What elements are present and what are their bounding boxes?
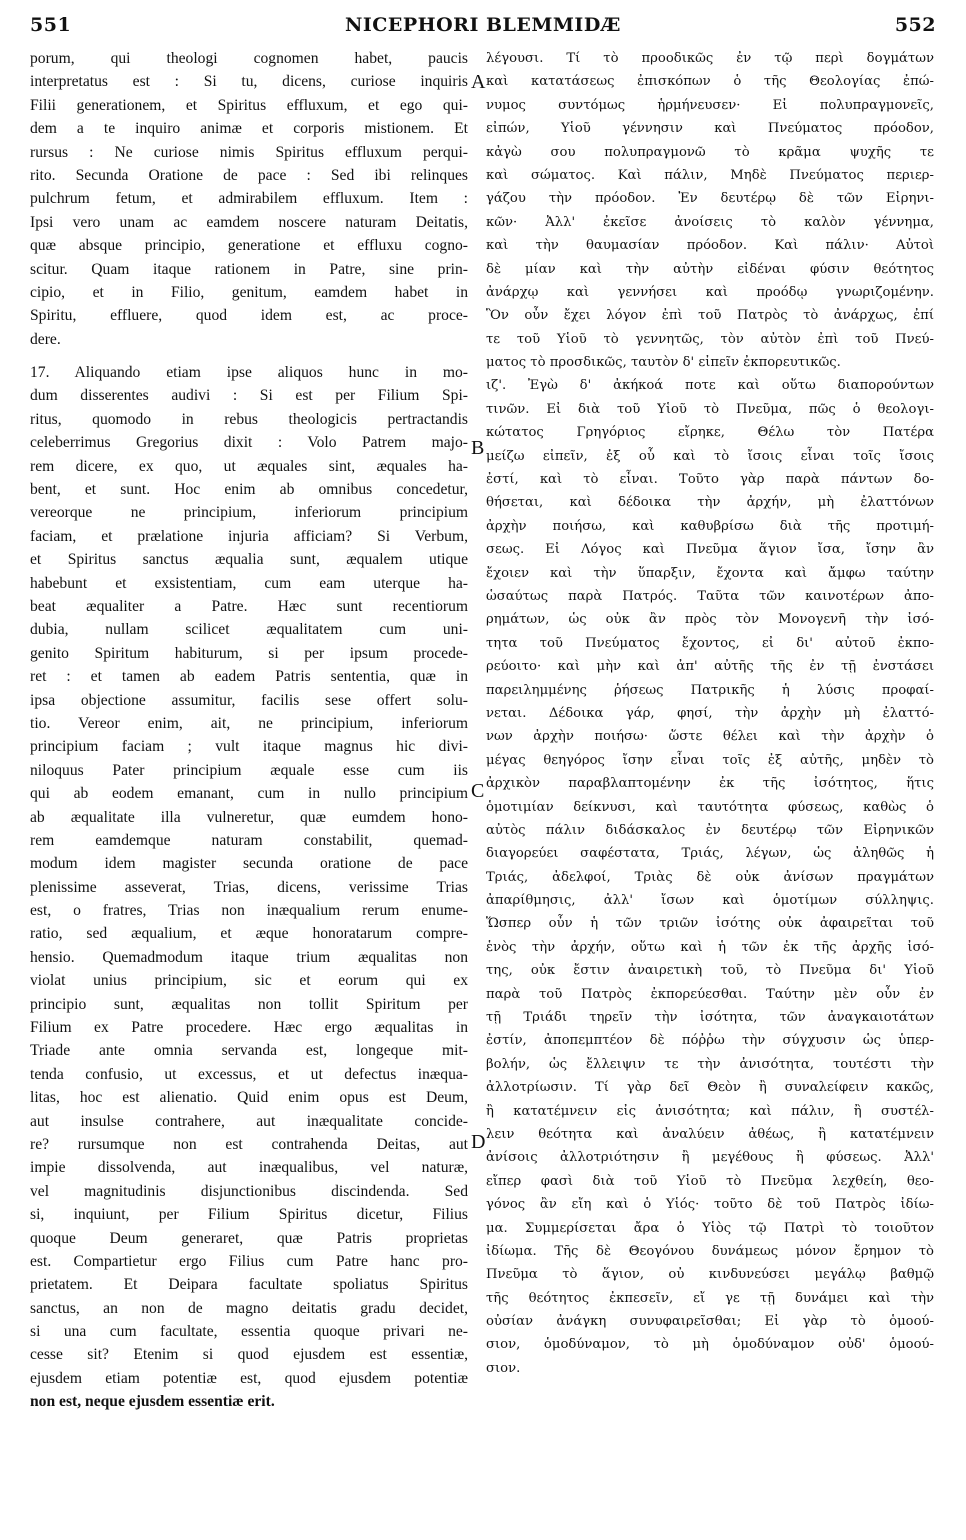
greek-text-line: ἀνίσοις ἀλλοτριότησιν ἢ μεγέθους ἢ φύσεως. Ἀλλ': [486, 1150, 934, 1166]
latin-column: [30, 47, 468, 1414]
greek-text-line: Πνεῦμα τὸ ἅγιον, οὐ κινδυνεύσει μεγάλῳ βαθμῷ: [486, 1267, 934, 1283]
greek-text-line: της, οὐκ ἔστιν ἀναιρετικὴ τοῦ, τὸ Πνεῦμα δι' Υἱοῦ: [486, 963, 934, 979]
greek-text-line: καὶ τὴν θαυμασίαν πρόοδον. Καὶ πάλιν· Αὐτοὶ: [486, 238, 934, 254]
latin-text-line: quoque Deum generaret, quæ Patris proprietas: [30, 1229, 468, 1247]
latin-text-line: rito. Secunda Oratione de pace : Sed ibi relinques: [30, 166, 468, 184]
latin-text-line: ejusdem etiam potentiæ est, quod ejusdem potentiæ: [30, 1369, 468, 1387]
greek-text-line: δὲ μίαν καὶ τὴν αὐτὴν εἰδέναι φύσιν θεότητος: [486, 261, 934, 277]
latin-text-line: principium faciam ; vult itaque magnus hic divi-: [30, 738, 468, 756]
greek-text-line: σιον.: [486, 1360, 521, 1376]
latin-text-line: ipsa objectione assumitur, facilis sese offert solu-: [30, 691, 468, 709]
latin-text-line: non est, neque ejusdem essentiæ erit.: [30, 1393, 275, 1411]
latin-text-line: ratio, sed æqualium, et æque honoratarum compre-: [30, 925, 468, 943]
greek-text-line: καὶ σώματος. Καὶ πάλιν, Μηδὲ Πνεύματος περιερ-: [486, 167, 934, 183]
latin-text-line: tenda confusio, ut excessus, et ut defectus inæqua-: [30, 1065, 468, 1083]
latin-text-line: modum idem magister secunda oratione de pace: [30, 855, 468, 873]
greek-text-line: κἀγὼ σου πολυπραγμονῶ τὸ κρᾶμα ψυχῆς τε: [486, 144, 934, 160]
greek-text-line: θήσεται, καὶ δέδοικα τὴν ἀρχήν, μὴ ἐλαττόνων: [486, 495, 934, 511]
latin-text-line: cipio, et in Filio, genitum, eamdem habet in: [30, 283, 468, 301]
greek-text-line: μα. Συμμερίσεται ἄρα ὁ Υἱὸς τῷ Πατρὶ τὸ τοιοῦτον: [486, 1220, 934, 1236]
latin-text-line: Spiritu, effluere, quod idem est, ac proce-: [30, 307, 468, 325]
greek-text-line: γάζου τὴν πρόοδον. Ἐν δευτέρῳ δὲ τῶν Εἰρηνι-: [486, 191, 934, 207]
margin-marker-c: C: [471, 780, 485, 802]
latin-text-line: Ipsi vero unam ac eamdem noscere naturam Deitatis,: [30, 213, 468, 231]
greek-text-line: τῇ Τριάδι τηρεῖν τὴν ἰσότητα, τῶν ἀναγκαιοτάτων: [486, 1010, 934, 1026]
page-header: [30, 14, 936, 40]
greek-text-line: σεως. Εἰ Λόγος καὶ Πνεῦμα ἅγιον ἴσα, ἴσην ἂν: [486, 542, 934, 558]
greek-text-line: ἀρχὴν ποιήσω, καὶ καθυβρίσω διὰ τῆς προτιμή-: [486, 518, 934, 534]
greek-text-line: κῶν· Ἀλλ' ἐκεῖσε ἀνοίσεις τὸ καλὸν γέννημα,: [486, 214, 934, 230]
latin-text-line: vel magnitudinis disjunctionibus discindenda. Sed: [30, 1182, 468, 1200]
greek-text-line: βολήν, ὡς ἔλλειψιν τε τὴν ἀνισότητα, τουτέστι τὴν: [486, 1056, 934, 1072]
greek-text-line: ἀρχικὸν παραβλαπτομένην ἐκ τῆς ἰσότητος, ἥτις: [486, 776, 934, 792]
greek-text-line: γόνος ἂν εἴη καὶ ὁ Υἱός· τοῦτο δὲ τοῦ Πατρὸς ἰδίω-: [486, 1197, 934, 1213]
greek-text-line: ὡσαύτως παρὰ Πατρός. Ταῦτα τῶν καινοτέρων ἀπο-: [486, 588, 934, 604]
greek-text-line: ἔχοιεν καὶ τὴν ὕπαρξιν, ἔχοντα καὶ ἄμφω ταύτην: [486, 565, 934, 581]
latin-text-line: si, inquiunt, per Filium Spiritus dicetur, Filius: [30, 1206, 468, 1224]
greek-text-line: τῆς θεότητος ἐκπεσεῖν, εἴ γε τῇ δυνάμει καὶ τὴν: [486, 1290, 934, 1306]
greek-text-line: τητα τοῦ Πνεύματος ἔχοντος, εἰ δι' αὐτοῦ ἐκπο-: [486, 635, 934, 651]
greek-text-line: ματος τὸ προσδικῶς, ταυτὸν δ' εἰπεῖν ἐκπορευτικῶς.: [486, 355, 841, 371]
latin-text-line: Filii generationem, et Spiritus effluxum, et ego qui-: [30, 96, 468, 114]
latin-text-line: ritus, quomodo in rebus theologicis pertractandis: [30, 410, 468, 428]
greek-text-line: νυμος συντόμως ἡρμήνευσεν· Εἰ πολυπραγμονεῖς,: [486, 97, 934, 113]
latin-text-line: 17. Aliquando etiam ipse aliquos hunc in mo-: [30, 364, 468, 382]
latin-text-line: Filium ex Patre procedere. Hæc ergo æqualitas in: [30, 1019, 468, 1037]
greek-text-line: σιον, ὁμοδύναμον, τὸ μὴ ὁμοδύναμον οὐδ' ὁμοού-: [486, 1337, 934, 1353]
greek-text-line: μέγας θεηγόρος ἴσην εἶναι τοῖς ἐξ αὐτῆς, μηδὲν τὸ: [486, 752, 934, 768]
latin-text-line: litas, hoc est alienatio. Quid enim opus est Deum,: [30, 1089, 468, 1107]
latin-text-line: est. Compartietur ergo Filius cum Patre hanc pro-: [30, 1252, 468, 1270]
greek-text-line: παρὰ τοῦ Πατρὸς ἐκπορεύεσθαι. Ταύτην μὲν οὖν ἐν: [486, 986, 934, 1002]
latin-text-line: tio. Vereor enim, ait, ne principium, inferiorum: [30, 714, 468, 732]
latin-text-line: cesse sit? Etenim si quod ejusdem est essentiæ,: [30, 1346, 468, 1364]
latin-text-line: bent, et sunt. Hoc enim ab omnibus concedetur,: [30, 481, 468, 499]
latin-text-line: ab æqualitate illa vulneretur, quæ eumdem hono-: [30, 808, 468, 826]
greek-text-line: ἀλλοτρίωσιν. Τί γὰρ δεῖ Θεὸν ἢ συναλείφειν κακῶς,: [486, 1080, 934, 1096]
latin-text-line: prietatem. Et Deipara facultate spoliatus Spiritus: [30, 1276, 468, 1294]
latin-text-line: vereorque ne principium, inferiorum principium: [30, 504, 468, 522]
latin-text-line: principio sunt, æqualitas non tollit Spiritum per: [30, 995, 468, 1013]
greek-text-line: οὐσίαν ἀνάγκη συνυφαιρεῖσθαι; Εἰ γὰρ τὸ ὁμοού-: [486, 1314, 934, 1330]
latin-text-line: aut insulse contrahere, aut inæqualitate concide-: [30, 1112, 468, 1130]
greek-text-line: κώτατος Γρηγόριος εἴρηκε, Θέλω τὸν Πατέρα: [486, 425, 934, 441]
greek-text-line: ιζ'. Ἐγὼ δ' ἀκήκοά ποτε καὶ οὕτω διαπορούντων: [486, 378, 934, 394]
latin-text-line: hensio. Quemadmodum itaque trium æqualitas non: [30, 948, 468, 966]
greek-text-line: ρεύοιτο· καὶ μὴν καὶ ἀπ' αὐτῆς τῆς ἐν τῇ ἐνστάσει: [486, 659, 934, 675]
greek-text-line: διαγορεύει σαφέστατα, Τριάς, λέγων, ὡς ἀληθῶς ἡ: [486, 846, 934, 862]
greek-text-line: αὐτὸς πάλιν διδάσκαλος ἐν δευτέρῳ τῶν Εἰρηνικῶν: [486, 822, 934, 838]
latin-text-line: re? rursumque non est contrahenda Deitas, aut: [30, 1135, 468, 1153]
greek-text-line: ἐστίν, ἀποπεμπτέον δὲ πόῤῥω τὴν σύγχυσιν ὡς ὑπερ-: [486, 1033, 934, 1049]
greek-text-line: ἑνὸς τὴν ἀρχήν, οὕτω καὶ ἡ τῶν ἐκ τῆς ἀρχῆς ἰσό-: [486, 939, 934, 955]
greek-text-line: ἐστί, καὶ τὸ εἶναι. Τοῦτο γὰρ παρὰ πάντων δο-: [486, 472, 934, 488]
greek-text-line: ρημάτων, ὡς οὐκ ἂν πρὸς τὸν Μονογενῆ τὴν ἰσό-: [486, 612, 934, 628]
latin-text-line: dere.: [30, 330, 61, 348]
latin-text-line: habebunt et exsistentiam, cum eam uterque ha-: [30, 574, 468, 592]
latin-text-line: est, o fratres, Trias non inæqualium rerum enume-: [30, 902, 468, 920]
greek-text-line: ἀπαρίθμησις, ἀλλ' ἴσων καὶ ὁμοτίμων σύλληψις.: [486, 893, 934, 909]
latin-text-line: [30, 351, 468, 361]
latin-text-line: violat unius principium, sic et eorum qui ex: [30, 972, 468, 990]
latin-text-line: scitur. Quam itaque rationem in Patre, sine prin-: [30, 260, 468, 278]
margin-marker-a: A: [471, 71, 486, 93]
greek-text-line: παρειλημμένης ῥήσεως Πατρικῆς ἡ λύσις προφαί-: [486, 682, 934, 698]
latin-text-line: dem a te inquiro animæ et corporis mistionem. Et: [30, 120, 468, 138]
greek-text-line: λέγουσι. Τί τὸ προοδικῶς ἐν τῷ περὶ δογμάτων: [486, 51, 934, 66]
greek-text-line: ἢ κατατέμνειν εἰς ἀνισότητα; καὶ πάλιν, ἢ συστέλ-: [486, 1103, 934, 1119]
greek-text-line: νων ἀρχὴν ποιήσω· ὥστε θέλει καὶ τὴν ἀρχὴν ὁ: [486, 729, 934, 745]
latin-text-line: impie dissolvenda, aut inæqualibus, vel naturæ,: [30, 1159, 468, 1177]
latin-text-line: rem eamdemque naturam constabilit, quemad-: [30, 831, 468, 849]
greek-text-line: εἰπών, Υἱοῦ γέννησιν καὶ Πνεύματος πρόοδον,: [486, 121, 934, 137]
latin-text-line: quæ absque principio, generatione et effluxu cogno-: [30, 237, 468, 255]
latin-text-line: interpretatus est : Si tu, dicens, curiose inquiris: [30, 73, 468, 91]
latin-text-line: pulchrum fetum, et admirabilem effluxum. Item :: [30, 190, 468, 208]
latin-text-line: et Spiritus sanctus æqualia sunt, æqualem utique: [30, 551, 468, 569]
page-number-right: 552: [894, 14, 936, 36]
latin-text-line: genito Spiritum habiturum, si per ipsum procede-: [30, 644, 468, 662]
latin-text-line: si una cum facultate, essentia quoque privari ne-: [30, 1323, 468, 1341]
greek-text-line: ἀνάρχῳ καὶ γεννήσει καὶ προόδῳ γνωριζομένην.: [486, 284, 934, 300]
greek-text-line: εἴπερ φασὶ διὰ τοῦ Υἱοῦ τὸ Πνεῦμα λεχθείη, θεο-: [486, 1173, 934, 1189]
greek-text-line: Ὥσπερ οὖν ἡ τῶν τριῶν ἰσότης οὐκ ἀφαιρεῖται τοῦ: [486, 916, 934, 932]
greek-text-line: καὶ κατατάσεως ἐπισκόπων ὁ τῆς Θεολογίας ἐπώ-: [486, 74, 934, 90]
latin-text-line: celeberrimus Gregorius dixit : Volo Patrem majo-: [30, 434, 468, 452]
greek-text-line: νεται. Δέδοικα γάρ, φησί, τὴν ἀρχὴν μὴ ἐλαττό-: [486, 705, 934, 721]
greek-text-line: Τριάς, ἀδελφοί, Τριὰς δὲ οὐκ ἀνίσων πραγμάτων: [486, 869, 934, 885]
latin-text-line: qui ab eodem emanant, cum in nullo principium: [30, 785, 468, 803]
latin-text-line: dubia, nullam scilicet æqualitatem cum uni-: [30, 621, 468, 639]
greek-text-line: μείζω εἰπεῖν, ἐξ οὗ καὶ τὸ ἴσοις εἶναι τοῖς ἴσοις: [486, 448, 934, 464]
running-title: NICEPHORI BLEMMIDÆ: [345, 14, 621, 36]
latin-text-line: beat æqualiter a Patre. Hæc sunt recentiorum: [30, 597, 468, 615]
latin-text-line: plenissime asseverat, Trias, dicens, verissime Trias: [30, 878, 468, 896]
latin-text-line: faciam, et prælatione injuria afficiam? Si Verbum,: [30, 527, 468, 545]
margin-marker-b: B: [471, 437, 485, 459]
margin-marker-d: D: [471, 1131, 486, 1153]
latin-text-line: ret : et tamen ab eadem Patris sententia, quæ in: [30, 668, 468, 686]
latin-text-line: rem dicere, ex quo, ut æquales sint, æquales ha-: [30, 457, 468, 475]
greek-text-line: ἰδίωμα. Τῆς δὲ Θεογόνου δυνάμεως μόνον ἔρημον τὸ: [486, 1243, 934, 1259]
greek-text-line: τινῶν. Εἰ διὰ τοῦ Υἱοῦ τὸ Πνεῦμα, πῶς ὁ θεολογι-: [486, 401, 934, 417]
greek-text-line: τε τοῦ Υἱοῦ τὸ γεννητῶς, τὸν αὐτὸν ἐπὶ τοῦ Πνεύ-: [486, 331, 934, 347]
greek-text-line: λειν θεότητα καὶ ἀναλύειν ἀθέως, ἢ κατατέμνειν: [486, 1126, 934, 1142]
latin-text-line: sanctus, an non de magno deitatis gradu decidet,: [30, 1299, 468, 1317]
latin-text-line: rursus : Ne curiose nimis Spiritus effluxum perqui-: [30, 143, 468, 161]
latin-text-line: niloquus Pater principium æquale esse cum iis: [30, 761, 468, 779]
greek-text-line: Ὃν οὖν ἔχει λόγον ἐπὶ τοῦ Πατρὸς τὸ ἀνάρχως, ἐπί: [486, 308, 934, 324]
latin-text-line: porum, qui theologi cognomen habet, paucis: [30, 50, 468, 67]
latin-text-line: dum disserentes audivi : Si est per Filium Spi-: [30, 387, 468, 405]
greek-column: [486, 47, 934, 1380]
latin-text-line: Triade ante omnia servanda est, longeque mit-: [30, 1042, 468, 1060]
page-number-left: 551: [30, 14, 72, 36]
greek-text-line: ὁμοτιμίαν δείκνυσι, καὶ ταυτότητα φύσεως, καθὼς ὁ: [486, 799, 934, 815]
